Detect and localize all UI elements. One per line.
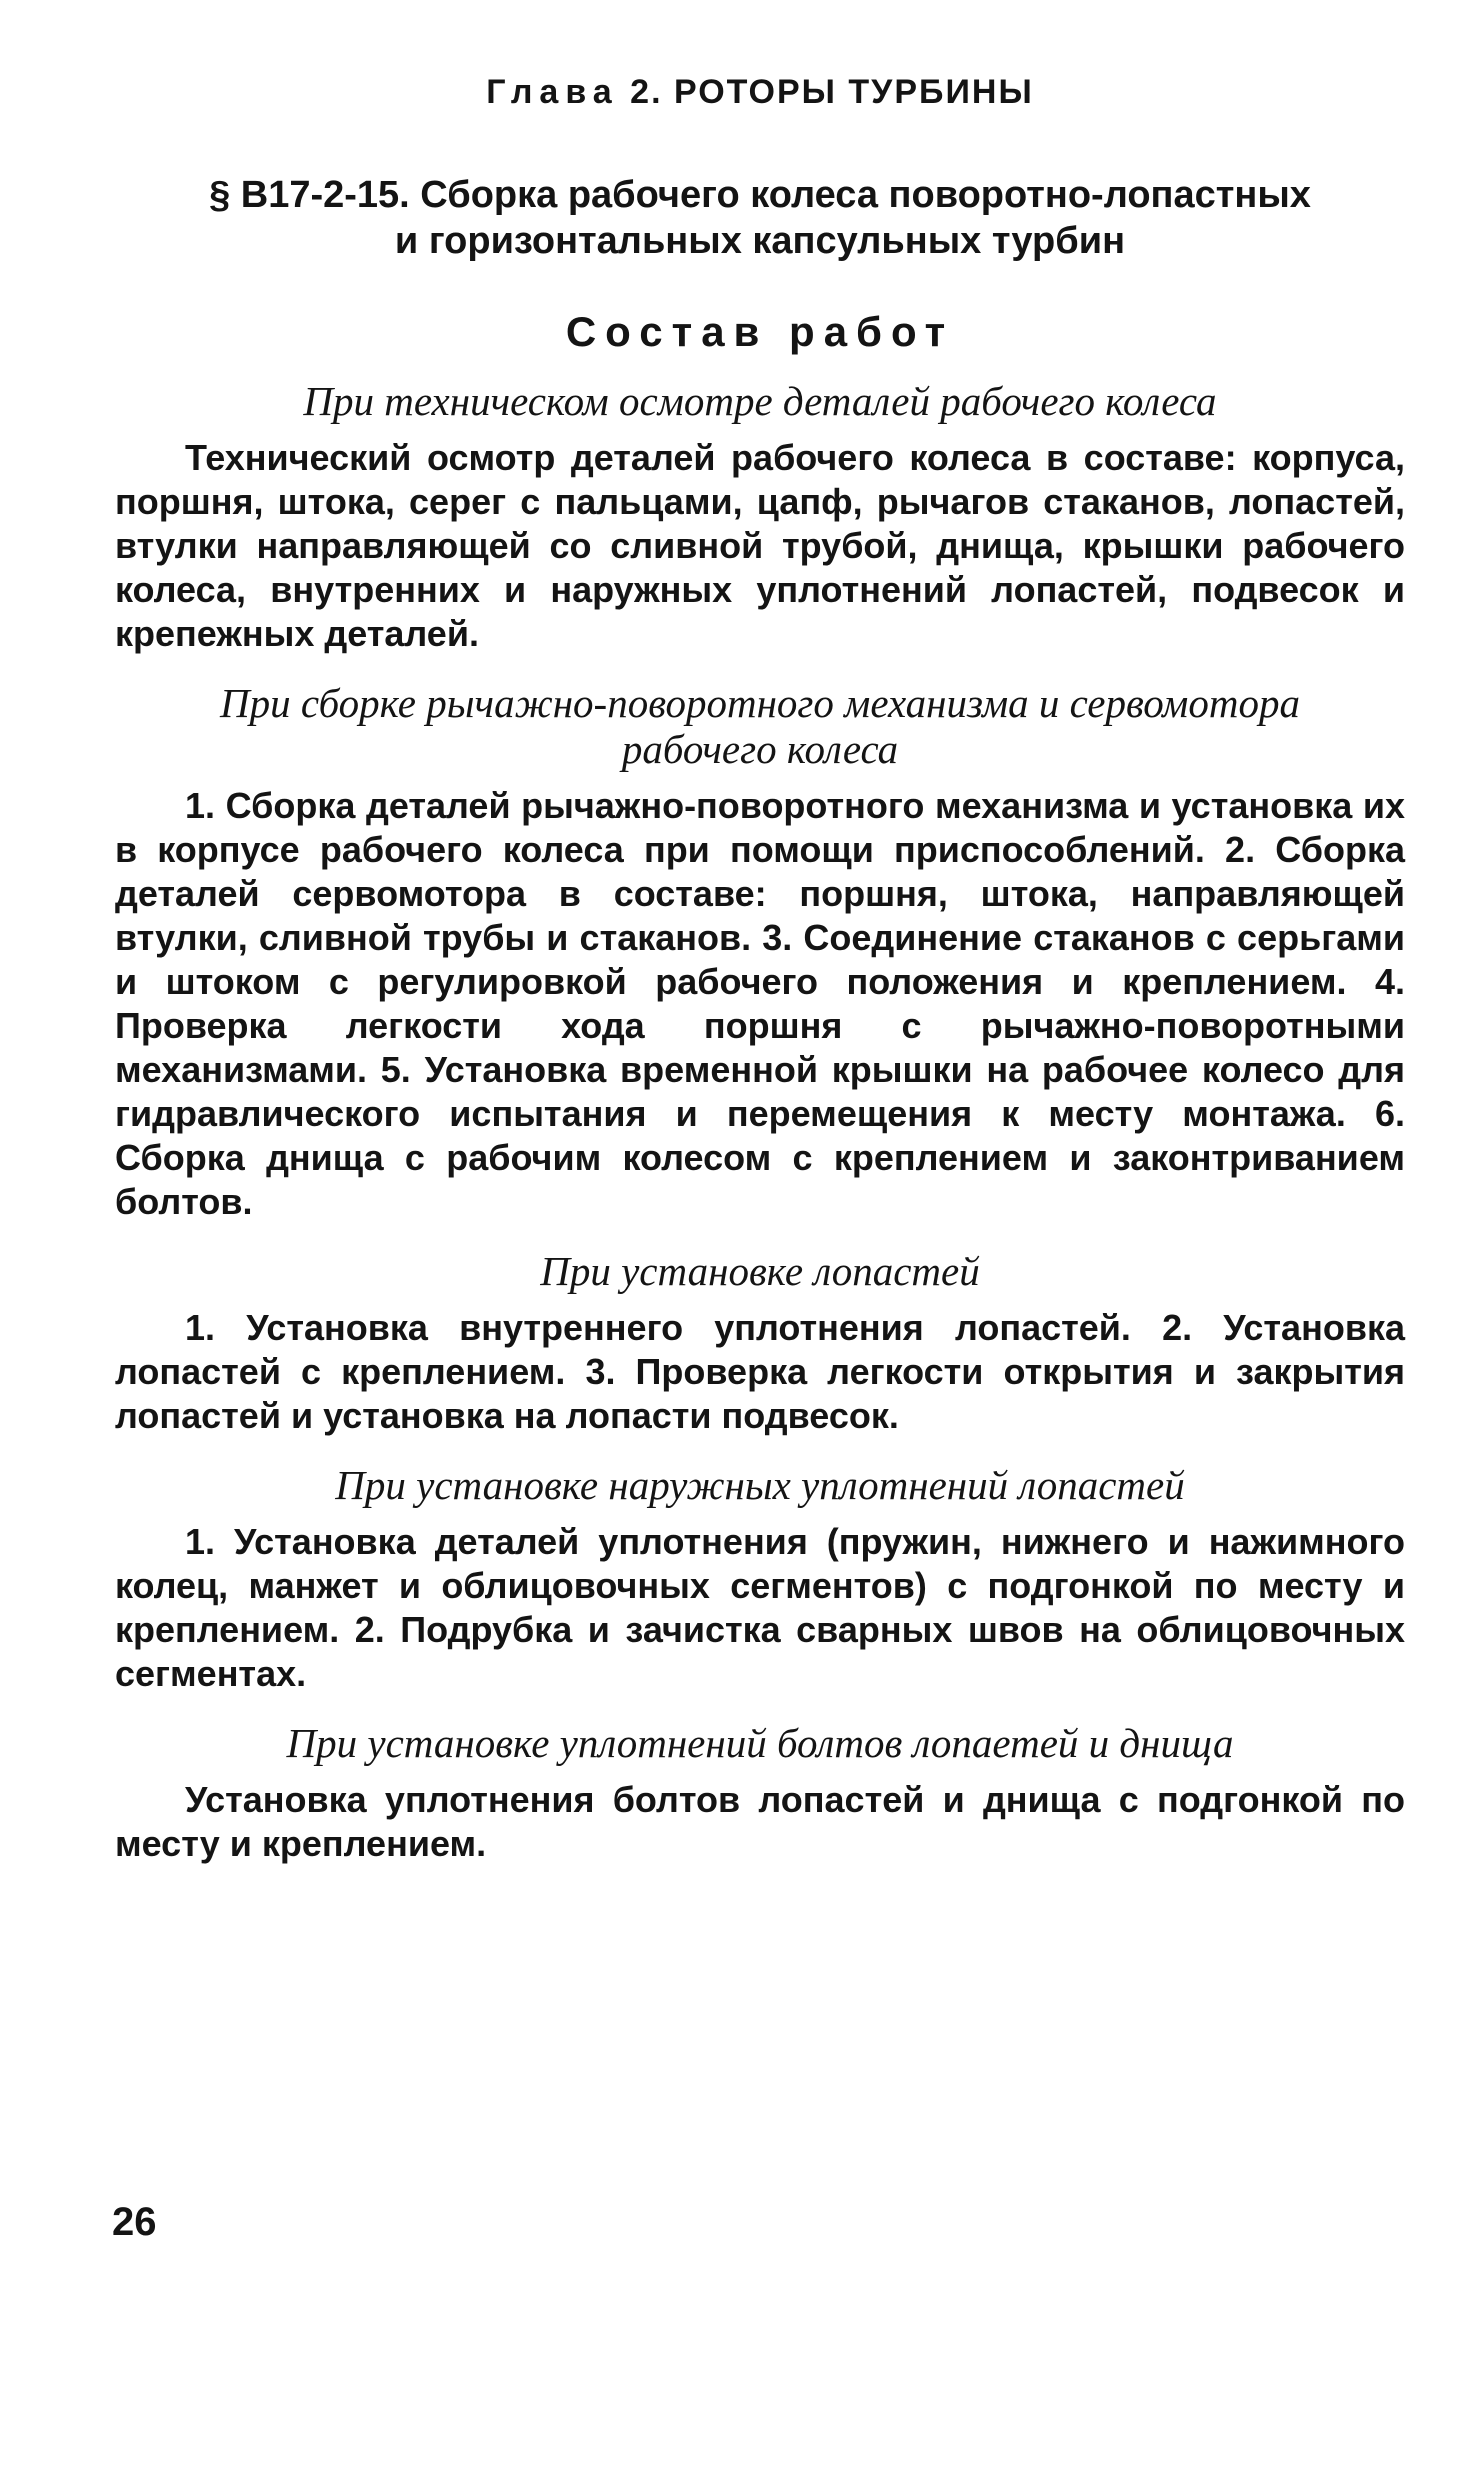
work-blocks	[115, 378, 1405, 1866]
chapter-label: Глава	[486, 73, 619, 111]
page-number: 26	[112, 2200, 157, 2244]
paragraph: Установка уплотнения болтов лопастей и днища с подгонкой по месту и креплением.	[115, 1779, 1405, 1864]
section-title	[115, 172, 1405, 264]
subheading	[115, 1720, 1405, 1766]
subheading-line: рабочего колеса	[621, 726, 899, 772]
subheading-line: При установке уплотнений болтов лопаетей и днища	[286, 1720, 1234, 1766]
document-page	[115, 70, 1405, 1890]
paragraph: Технический осмотр деталей рабочего колеса в составе: корпуса, поршня, штока, серег с пальцами, цапф, рычагов стаканов, лопастей, втулки направляющей со сливной трубой, днища, крышки рабочего колеса, внутренних и наружных уплотнений лопастей, подвесок и крепежных деталей.	[115, 437, 1405, 654]
subheading	[115, 1248, 1405, 1294]
subheading	[115, 1462, 1405, 1508]
subheading	[115, 378, 1405, 424]
section-title-line-2: и горизонтальных капсульных турбин	[394, 220, 1126, 262]
section-title-line-1: § В17-2-15. Сборка рабочего колеса поворотно-лопастных	[209, 174, 1311, 216]
paragraph: 1. Сборка деталей рычажно-поворотного механизма и установка их в корпусе рабочего колеса при помощи приспособлений. 2. Сборка деталей сервомотора в составе: поршня, штока, направляющей втулки, сливной трубы и стаканов. 3. Соединение стаканов с серьгами и штоком с регулировкой рабочего положения и креплением. 4. Проверка легкости хода поршня с рычажно-поворотными механизмами. 5. Установка временной крышки на рабочее колесо для гидравлического испытания и перемещения к месту монтажа. 6. Сборка днища с рабочим колесом с креплением и законтриванием болтов.	[115, 785, 1405, 1222]
subheading-line: При техническом осмотре деталей рабочего колеса	[303, 378, 1217, 424]
subheading	[115, 680, 1405, 772]
subheading-line: При установке лопастей	[540, 1248, 980, 1294]
paragraph: 1. Установка деталей уплотнения (пружин, нижнего и нажимного колец, манжет и облицовочных сегментов) с подгонкой по месту и креплением. 2. Подрубка и зачистка сварных швов на облицовочных сегментах.	[115, 1521, 1405, 1694]
paragraph: 1. Установка внутреннего уплотнения лопастей. 2. Установка лопастей с креплением. 3. Проверка легкости открытия и закрытия лопастей и установка на лопасти подвесок.	[115, 1307, 1405, 1436]
chapter-header	[115, 70, 1405, 114]
composition-heading: Состав работ	[565, 308, 955, 355]
subheading-line: При установке наружных уплотнений лопастей	[335, 1462, 1185, 1508]
chapter-title: 2. РОТОРЫ ТУРБИНЫ	[630, 73, 1034, 111]
subheading-line: При сборке рычажно-поворотного механизма и сервомотора	[220, 680, 1300, 726]
